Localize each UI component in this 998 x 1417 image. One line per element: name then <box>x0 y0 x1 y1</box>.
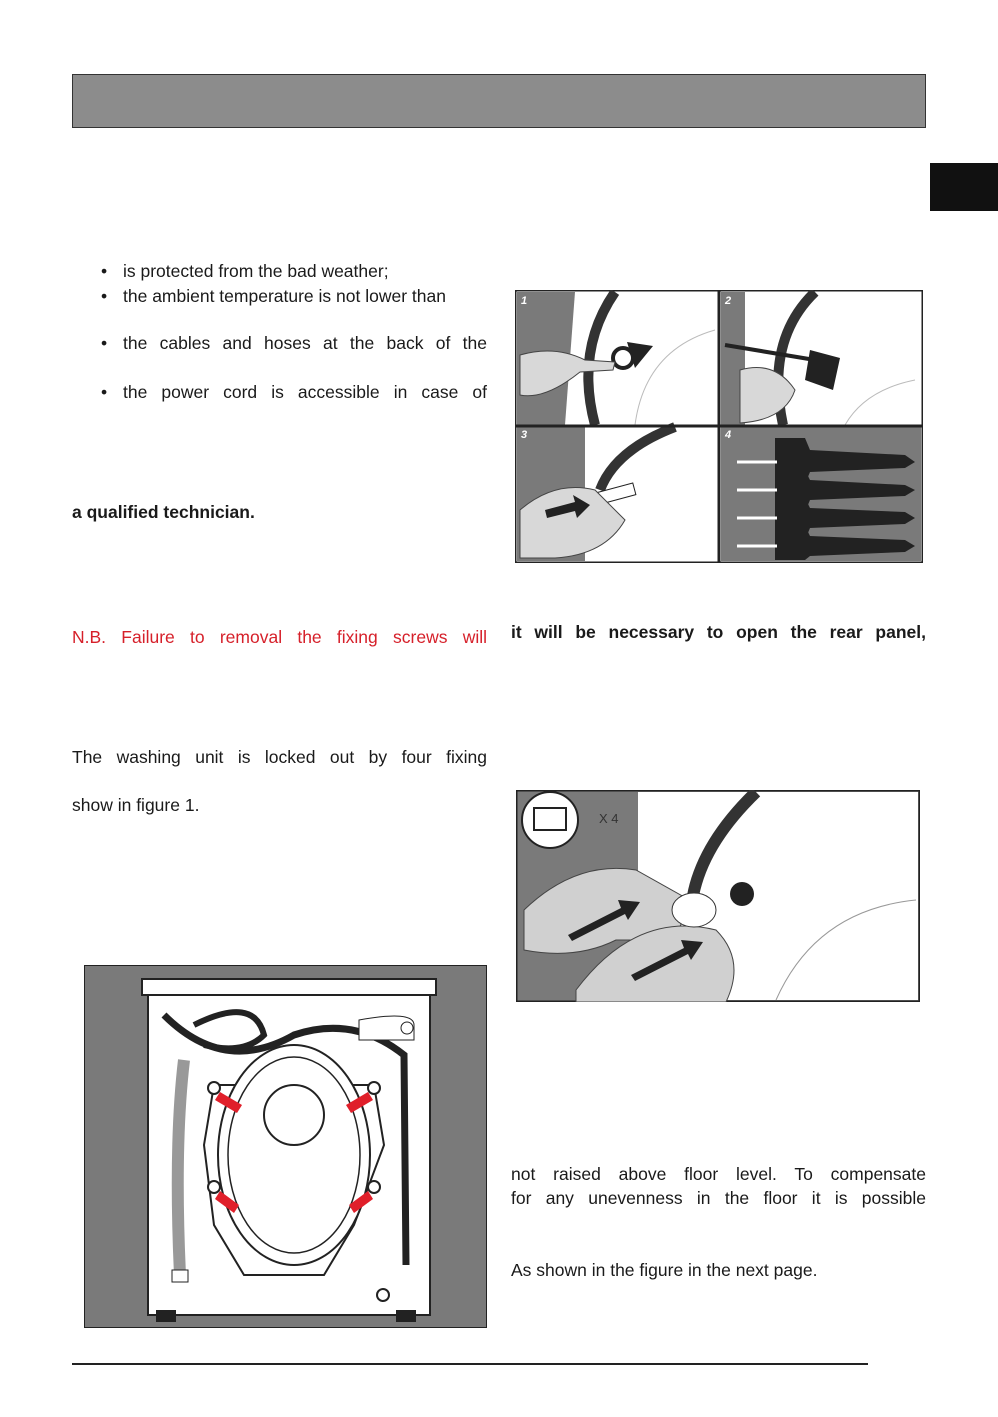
bullet-item: • is protected from the bad weather; <box>101 261 389 281</box>
section-header-bar <box>72 74 926 128</box>
paragraph-line: The washing unit is locked out by four fixing <box>72 747 487 767</box>
bullet-item: • the ambient temperature is not lower than <box>101 286 446 306</box>
paragraph-line: not raised above floor level. To compensate <box>511 1164 926 1184</box>
nb-warning: N.B. Failure to removal the fixing screws will <box>72 627 487 647</box>
step-2-panel <box>721 292 921 425</box>
caps-count-label: X 4 <box>599 811 619 826</box>
transit-bolt-removal-steps <box>515 290 923 563</box>
step-3-panel <box>517 427 719 561</box>
language-tab <box>930 163 998 211</box>
rear-view-fixing-screws-figure <box>84 965 487 1328</box>
step-label: 1 <box>521 295 528 307</box>
bullet-item: • the cables and hoses at the back of the <box>101 333 487 353</box>
step-4-panel <box>721 427 921 561</box>
step-1-panel <box>517 292 719 425</box>
bullet-item: • the power cord is accessible in case of <box>101 382 487 402</box>
step-label: 3 <box>521 429 528 441</box>
warning-bold-line: a qualified technician. <box>72 502 255 522</box>
cap-icon <box>522 792 578 848</box>
paragraph-line: As shown in the figure in the next page. <box>511 1260 818 1280</box>
paragraph-line: show in figure 1. <box>72 795 200 815</box>
footer-rule <box>72 1363 868 1365</box>
step-label: 2 <box>725 295 732 307</box>
rear-panel-bold: it will be necessary to open the rear panel, <box>511 622 926 642</box>
hole-cap-insertion-figure <box>516 790 920 1002</box>
paragraph-line: for any unevenness in the floor it is possible <box>511 1188 926 1208</box>
step-label: 4 <box>725 429 732 441</box>
